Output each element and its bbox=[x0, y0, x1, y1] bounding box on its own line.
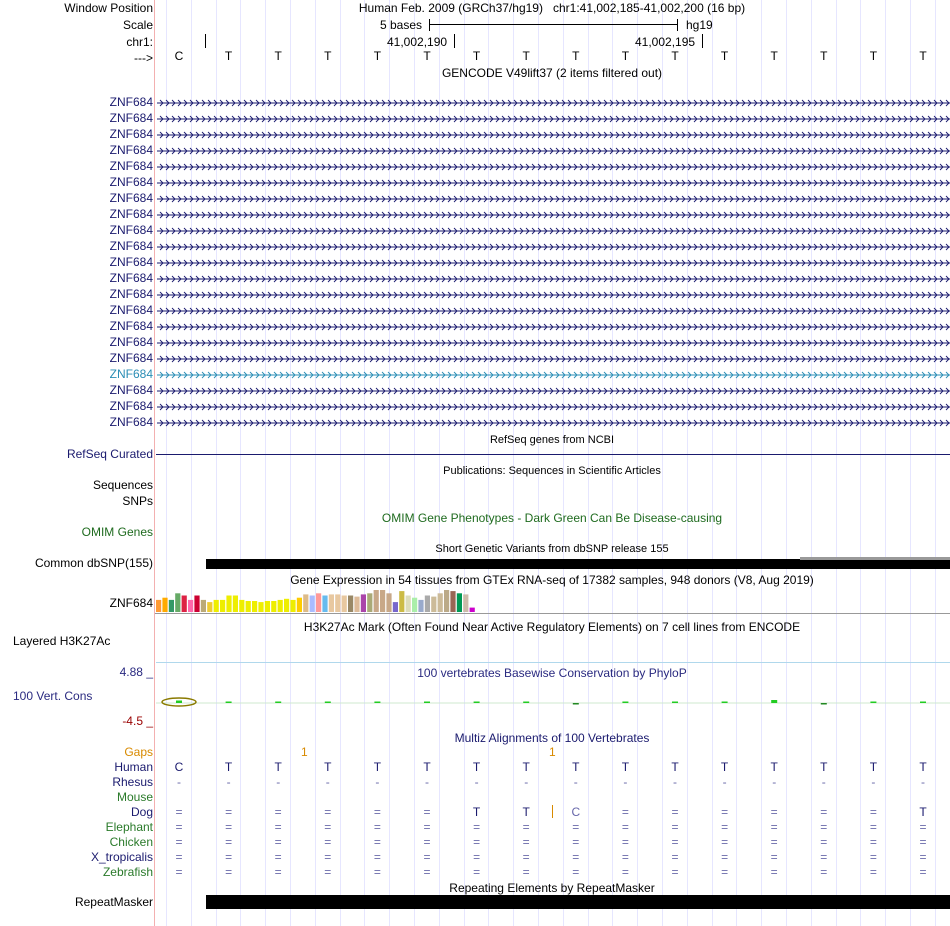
alignment-base: = bbox=[621, 835, 629, 849]
alignment-base: - bbox=[921, 775, 925, 789]
alignment-base: = bbox=[423, 865, 431, 879]
gtex-tissue-bar[interactable] bbox=[182, 596, 187, 613]
gtex-tissue-bar[interactable] bbox=[258, 602, 263, 612]
conservation-bar[interactable] bbox=[821, 703, 827, 705]
conservation-bar[interactable] bbox=[622, 702, 628, 704]
alignment-base: = bbox=[820, 865, 828, 879]
alignment-base: = bbox=[671, 865, 679, 879]
conservation-plot[interactable] bbox=[0, 690, 950, 714]
alignment-base: = bbox=[721, 850, 729, 864]
alignment-base: = bbox=[423, 835, 431, 849]
alignment-base: - bbox=[425, 775, 429, 789]
refseq-gene-line[interactable] bbox=[156, 454, 950, 455]
ruler-position-text bbox=[359, 1, 745, 15]
alignment-base: T bbox=[423, 760, 431, 774]
conservation-track-title: 100 vertebrates Basewise Conservation by PhyloP bbox=[417, 666, 687, 680]
gencode-transcript[interactable] bbox=[0, 335, 950, 351]
gencode-gene-label[interactable]: ZNF684 bbox=[109, 319, 153, 333]
gencode-transcript[interactable] bbox=[0, 175, 950, 191]
gtex-tissue-bar[interactable] bbox=[329, 594, 334, 612]
conservation-bar[interactable] bbox=[424, 702, 430, 704]
gencode-transcript[interactable] bbox=[0, 207, 950, 223]
conservation-bar[interactable] bbox=[226, 702, 232, 704]
alignment-base: = bbox=[820, 820, 828, 834]
gencode-gene-label[interactable]: ZNF684 bbox=[109, 415, 153, 429]
scale-label: Scale bbox=[122, 18, 153, 32]
assembly-name: Human Feb. 2009 (GRCh37/hg19) bbox=[358, 1, 543, 15]
conservation-bar[interactable] bbox=[722, 702, 728, 704]
conservation-bar[interactable] bbox=[176, 701, 182, 704]
gtex-tissue-bar[interactable] bbox=[156, 600, 161, 612]
gencode-transcript[interactable] bbox=[0, 255, 950, 271]
gtex-tissue-bar[interactable] bbox=[201, 600, 206, 612]
multiz-track-title: Multiz Alignments of 100 Vertebrates bbox=[454, 731, 650, 745]
dna-base: T bbox=[820, 49, 828, 63]
gtex-tissue-bar[interactable] bbox=[354, 597, 359, 612]
gencode-transcript[interactable] bbox=[0, 191, 950, 207]
gencode-transcript[interactable] bbox=[0, 351, 950, 367]
multiz-species-label[interactable]: Chicken bbox=[109, 835, 153, 849]
gtex-tissue-bar[interactable] bbox=[399, 591, 404, 612]
alignment-base: T bbox=[869, 760, 878, 774]
dbsnp-feature-bar[interactable] bbox=[206, 559, 950, 569]
repeatmasker-feature-bar[interactable] bbox=[206, 895, 950, 909]
alignment-base: = bbox=[324, 820, 332, 834]
scale-db: hg19 bbox=[686, 18, 713, 32]
publications-track-title: Publications: Sequences in Scientific Articles bbox=[443, 465, 661, 477]
alignment-base: = bbox=[423, 850, 431, 864]
multiz-species-label[interactable]: Mouse bbox=[116, 790, 153, 804]
scale-bar bbox=[429, 24, 678, 25]
alignment-base: = bbox=[621, 805, 629, 819]
position-range: chr1:41,002,185-41,002,200 (16 bp) bbox=[552, 1, 746, 15]
dna-base: T bbox=[522, 49, 530, 63]
alignment-base: = bbox=[869, 820, 877, 834]
publications-label-snps[interactable]: SNPs bbox=[122, 494, 153, 508]
gtex-tissue-bar[interactable] bbox=[335, 594, 340, 612]
scale-bases: 5 bases bbox=[380, 18, 423, 32]
alignment-base: = bbox=[274, 820, 282, 834]
scale-bar-right-tick bbox=[677, 19, 678, 31]
multiz-species-label[interactable]: Human bbox=[114, 760, 153, 774]
gtex-tissue-bar[interactable] bbox=[412, 598, 417, 612]
gencode-gene-label[interactable]: ZNF684 bbox=[109, 399, 153, 413]
alignment-base: = bbox=[175, 820, 183, 834]
gaps-label[interactable]: Gaps bbox=[124, 745, 153, 759]
alignment-base: = bbox=[919, 865, 927, 879]
conservation-bar[interactable] bbox=[325, 702, 331, 704]
alignment-base: C bbox=[571, 805, 581, 819]
alignment-base: = bbox=[225, 805, 233, 819]
gtex-tissue-bar[interactable] bbox=[220, 600, 225, 612]
alignment-base: T bbox=[522, 760, 530, 774]
gtex-track-title: Gene Expression in 54 tissues from GTEx RNA-seq of 17382 samples, 948 donors (V8, Aug 2019) bbox=[290, 573, 814, 587]
alignment-base: = bbox=[770, 805, 778, 819]
alignment-base: T bbox=[224, 760, 233, 774]
alignment-base: T bbox=[472, 760, 481, 774]
alignment-base: = bbox=[572, 850, 580, 864]
alignment-base: - bbox=[276, 775, 281, 789]
repeatmasker-track-label[interactable]: RepeatMasker bbox=[74, 895, 153, 909]
gtex-tissue-bar[interactable] bbox=[457, 593, 462, 612]
gtex-tissue-bar[interactable] bbox=[265, 601, 270, 612]
alignment-base: = bbox=[274, 865, 282, 879]
alignment-base: = bbox=[919, 820, 927, 834]
gtex-tissue-bar[interactable] bbox=[162, 598, 167, 612]
alignment-base: T bbox=[621, 760, 630, 774]
alignment-base: = bbox=[770, 850, 778, 864]
gencode-gene-label[interactable]: ZNF684 bbox=[109, 367, 153, 381]
gtex-tissue-bar[interactable] bbox=[393, 602, 398, 612]
gtex-tissue-bar[interactable] bbox=[246, 601, 251, 612]
gtex-tissue-bar[interactable] bbox=[169, 600, 174, 612]
alignment-base: - bbox=[375, 775, 380, 789]
alignment-base: = bbox=[869, 805, 877, 819]
gtex-tissue-bar[interactable] bbox=[342, 596, 347, 613]
gencode-transcript[interactable] bbox=[0, 415, 950, 431]
conservation-bar[interactable] bbox=[573, 703, 579, 705]
repeatmasker-track-title: Repeating Elements by RepeatMasker bbox=[449, 881, 655, 895]
alignment-base: = bbox=[274, 835, 282, 849]
gtex-tissue-bar[interactable] bbox=[450, 591, 455, 612]
alignment-base: = bbox=[522, 865, 530, 879]
alignment-base: - bbox=[871, 775, 876, 789]
dna-base: T bbox=[770, 49, 778, 63]
alignment-base: T bbox=[373, 760, 382, 774]
gtex-tissue-bar[interactable] bbox=[374, 590, 379, 612]
gencode-transcript[interactable] bbox=[0, 271, 950, 287]
alignment-base: = bbox=[373, 865, 381, 879]
gencode-gene-label[interactable]: ZNF684 bbox=[109, 351, 153, 365]
gtex-tissue-bar[interactable] bbox=[239, 600, 244, 612]
gtex-tissue-bar[interactable] bbox=[188, 600, 193, 612]
alignment-base: - bbox=[623, 775, 628, 789]
gencode-track-title: GENCODE V49lift37 (2 items filtered out) bbox=[441, 66, 663, 80]
conservation-bar[interactable] bbox=[771, 700, 777, 703]
alignment-base: T bbox=[522, 805, 530, 819]
alignment-base: = bbox=[820, 850, 828, 864]
gtex-tissue-bar[interactable] bbox=[348, 596, 353, 613]
multiz-species-label[interactable]: Dog bbox=[130, 805, 153, 819]
dbsnp-feature-gray[interactable] bbox=[800, 557, 950, 560]
alignment-base: = bbox=[919, 835, 927, 849]
alignment-base: = bbox=[175, 835, 183, 849]
gencode-gene-label[interactable]: ZNF684 bbox=[109, 223, 153, 237]
gencode-transcript[interactable] bbox=[0, 383, 950, 399]
conservation-bar[interactable] bbox=[672, 702, 678, 704]
gtex-tissue-bar[interactable] bbox=[290, 600, 295, 612]
alignment-base: T bbox=[671, 760, 679, 774]
alignment-base: = bbox=[225, 865, 233, 879]
dna-base: T bbox=[720, 49, 729, 63]
alignment-base: - bbox=[226, 775, 231, 789]
dna-base: T bbox=[224, 49, 233, 63]
alignment-base: = bbox=[225, 850, 233, 864]
gap-marker-1[interactable]: 1 bbox=[301, 745, 308, 759]
dna-base: T bbox=[274, 49, 282, 63]
gencode-gene-label[interactable]: ZNF684 bbox=[109, 287, 153, 301]
coord-41002195: 41,002,195 bbox=[635, 35, 696, 49]
conservation-track-label[interactable]: 100 Vert. Cons bbox=[13, 689, 93, 703]
conservation-min-label: -4.5 _ bbox=[122, 714, 153, 728]
gtex-tissue-bar[interactable] bbox=[361, 594, 366, 612]
alignment-base: = bbox=[721, 805, 729, 819]
alignment-base: T bbox=[720, 760, 729, 774]
gtex-tissue-bar[interactable] bbox=[207, 602, 212, 612]
alignment-base: = bbox=[324, 865, 332, 879]
alignment-base: = bbox=[522, 820, 530, 834]
alignment-base: T bbox=[324, 760, 332, 774]
alignment-base: - bbox=[821, 775, 826, 789]
alignment-base: = bbox=[373, 820, 381, 834]
h3k27ac-baseline bbox=[156, 662, 950, 663]
gencode-transcript[interactable] bbox=[0, 159, 950, 175]
alignment-base: = bbox=[820, 805, 828, 819]
dna-base: T bbox=[572, 49, 580, 63]
alignment-base: T bbox=[770, 760, 778, 774]
gtex-track-label[interactable]: ZNF684 bbox=[109, 596, 153, 610]
dna-base: T bbox=[869, 49, 878, 63]
gencode-transcript[interactable] bbox=[0, 111, 950, 127]
alignment-base: = bbox=[572, 835, 580, 849]
gtex-tissue-bar[interactable] bbox=[444, 590, 449, 612]
alignment-base: = bbox=[225, 820, 233, 834]
alignment-base: = bbox=[373, 805, 381, 819]
publications-label-sequences[interactable]: Sequences bbox=[92, 478, 153, 492]
alignment-base: = bbox=[175, 850, 183, 864]
gtex-tissue-bar[interactable] bbox=[175, 593, 180, 612]
alignment-base: = bbox=[175, 805, 183, 819]
conservation-bar[interactable] bbox=[474, 702, 480, 704]
gencode-gene-label[interactable]: ZNF684 bbox=[109, 143, 153, 157]
gencode-transcript[interactable] bbox=[0, 319, 950, 335]
alignment-base: T bbox=[472, 805, 481, 819]
chrom-tick-2 bbox=[454, 34, 455, 48]
alignment-base: = bbox=[225, 835, 233, 849]
conservation-max-label: 4.88 _ bbox=[119, 665, 153, 679]
alignment-base: - bbox=[474, 775, 479, 789]
gtex-tissue-bar[interactable] bbox=[194, 596, 199, 613]
alignment-base: = bbox=[473, 850, 481, 864]
gencode-transcript[interactable] bbox=[0, 95, 950, 111]
multiz-species-label[interactable]: Elephant bbox=[105, 820, 153, 834]
alignment-base: = bbox=[770, 865, 778, 879]
conservation-bar[interactable] bbox=[275, 702, 281, 704]
alignment-base: = bbox=[721, 865, 729, 879]
gencode-transcript[interactable] bbox=[0, 399, 950, 415]
dna-base: T bbox=[472, 49, 481, 63]
dna-base: T bbox=[324, 49, 332, 63]
gtex-tissue-bar[interactable] bbox=[431, 597, 436, 612]
alignment-base: C bbox=[174, 760, 184, 774]
chrom-tick-3 bbox=[702, 34, 703, 48]
gencode-transcript[interactable] bbox=[0, 143, 950, 159]
multiz-species-label[interactable]: X_tropicalis bbox=[90, 850, 153, 864]
alignment-base: = bbox=[373, 850, 381, 864]
alignment-base: = bbox=[671, 820, 679, 834]
gencode-gene-label[interactable]: ZNF684 bbox=[109, 303, 153, 317]
gencode-gene-label[interactable]: ZNF684 bbox=[109, 271, 153, 285]
omim-track-label[interactable]: OMIM Genes bbox=[81, 525, 153, 539]
gtex-tissue-bar[interactable] bbox=[322, 596, 327, 613]
gencode-transcript[interactable] bbox=[0, 367, 950, 383]
window-position-label: Window Position bbox=[64, 1, 153, 15]
gencode-gene-label[interactable]: ZNF684 bbox=[109, 335, 153, 349]
gtex-tissue-bar[interactable] bbox=[271, 601, 276, 612]
gtex-tissue-bar[interactable] bbox=[418, 600, 423, 612]
alignment-base: T bbox=[274, 760, 282, 774]
alignment-base: T bbox=[919, 760, 927, 774]
alignment-base: = bbox=[671, 850, 679, 864]
dna-sequence-row bbox=[0, 49, 950, 63]
alignment-base: = bbox=[522, 835, 530, 849]
gtex-tissue-bar[interactable] bbox=[303, 594, 308, 612]
alignment-base: T bbox=[572, 760, 580, 774]
gap-marker-2[interactable]: 1 bbox=[549, 745, 556, 759]
alignment-base: = bbox=[621, 850, 629, 864]
omim-track-title: OMIM Gene Phenotypes - Dark Green Can Be Disease-causing bbox=[381, 511, 723, 525]
gtex-tissue-bar[interactable] bbox=[252, 601, 257, 612]
alignment-base: = bbox=[621, 820, 629, 834]
conservation-bar[interactable] bbox=[523, 702, 529, 704]
strand-label: ---> bbox=[134, 51, 153, 65]
alignment-base: = bbox=[274, 850, 282, 864]
gtex-tissue-bar[interactable] bbox=[316, 593, 321, 612]
gtex-tissue-bar[interactable] bbox=[406, 596, 411, 613]
alignment-base: = bbox=[572, 820, 580, 834]
gtex-tissue-bar[interactable] bbox=[284, 599, 289, 612]
dna-base: T bbox=[373, 49, 382, 63]
alignment-base: = bbox=[324, 835, 332, 849]
gencode-gene-label[interactable]: ZNF684 bbox=[109, 95, 153, 109]
conservation-bar[interactable] bbox=[920, 702, 926, 704]
chrom-label: chr1: bbox=[126, 35, 153, 49]
conservation-bar[interactable] bbox=[374, 702, 380, 704]
gtex-tissue-bar[interactable] bbox=[380, 590, 385, 612]
alignment-base: - bbox=[722, 775, 727, 789]
gencode-gene-label[interactable]: ZNF684 bbox=[109, 383, 153, 397]
gencode-gene-label[interactable]: ZNF684 bbox=[109, 255, 153, 269]
chrom-tick-1 bbox=[205, 34, 206, 48]
gtex-tissue-bar[interactable] bbox=[297, 598, 302, 612]
conservation-bar[interactable] bbox=[870, 702, 876, 704]
alignment-base: = bbox=[621, 865, 629, 879]
dbsnp-track-title: Short Genetic Variants from dbSNP release 155 bbox=[435, 543, 669, 555]
dbsnp-track-label[interactable]: Common dbSNP(155) bbox=[34, 556, 153, 570]
alignment-base: = bbox=[175, 865, 183, 879]
gtex-baseline bbox=[155, 613, 950, 614]
gtex-tissue-bar[interactable] bbox=[425, 596, 430, 613]
dog-insertion-marker bbox=[552, 805, 553, 818]
alignment-base: = bbox=[770, 820, 778, 834]
alignment-base: = bbox=[869, 835, 877, 849]
gencode-transcript[interactable] bbox=[0, 127, 950, 143]
alignment-base: = bbox=[770, 835, 778, 849]
gencode-gene-label[interactable]: ZNF684 bbox=[109, 191, 153, 205]
alignment-base: = bbox=[721, 835, 729, 849]
alignment-base: T bbox=[919, 805, 927, 819]
alignment-base: = bbox=[721, 820, 729, 834]
refseq-track-title: RefSeq genes from NCBI bbox=[489, 434, 615, 446]
gtex-tissue-bar[interactable] bbox=[386, 593, 391, 612]
gtex-tissue-bar[interactable] bbox=[214, 600, 219, 612]
alignment-base: = bbox=[919, 850, 927, 864]
alignment-base: = bbox=[324, 850, 332, 864]
gtex-tissue-bar[interactable] bbox=[226, 596, 231, 613]
gtex-tissue-bar[interactable] bbox=[310, 596, 315, 613]
alignment-base: T bbox=[820, 760, 828, 774]
alignment-base: = bbox=[423, 820, 431, 834]
dna-base: T bbox=[919, 49, 927, 63]
alignment-base: - bbox=[772, 775, 777, 789]
alignment-base: - bbox=[524, 775, 529, 789]
alignment-base: = bbox=[820, 835, 828, 849]
gencode-gene-label[interactable]: ZNF684 bbox=[109, 175, 153, 189]
h3k27ac-track-label[interactable]: Layered H3K27Ac bbox=[13, 634, 111, 648]
alignment-base: = bbox=[373, 835, 381, 849]
alignment-base: = bbox=[324, 805, 332, 819]
alignment-base: = bbox=[473, 835, 481, 849]
alignment-base: = bbox=[423, 805, 431, 819]
alignment-base: = bbox=[869, 850, 877, 864]
alignment-base: = bbox=[522, 850, 530, 864]
gtex-tissue-bar[interactable] bbox=[463, 594, 468, 612]
alignment-base: = bbox=[671, 805, 679, 819]
gtex-tissue-bar[interactable] bbox=[233, 596, 238, 613]
refseq-track-label[interactable]: RefSeq Curated bbox=[66, 447, 153, 461]
h3k27ac-track-title: H3K27Ac Mark (Often Found Near Active Regulatory Elements) on 7 cell lines from ENCODE bbox=[303, 620, 801, 634]
gtex-tissue-bar[interactable] bbox=[278, 600, 283, 612]
alignment-base: = bbox=[473, 820, 481, 834]
gencode-gene-label[interactable]: ZNF684 bbox=[109, 207, 153, 221]
dna-base: T bbox=[621, 49, 630, 63]
gtex-tissue-bar[interactable] bbox=[438, 593, 443, 612]
dna-base: T bbox=[423, 49, 431, 63]
gencode-gene-label[interactable]: ZNF684 bbox=[109, 239, 153, 253]
gencode-transcript[interactable] bbox=[0, 223, 950, 239]
gtex-tissue-bar[interactable] bbox=[470, 608, 475, 612]
gencode-transcript[interactable] bbox=[0, 287, 950, 303]
alignment-base: = bbox=[869, 865, 877, 879]
dna-base: C bbox=[174, 49, 184, 63]
gencode-transcript[interactable] bbox=[0, 239, 950, 255]
alignment-base: - bbox=[573, 775, 578, 789]
gtex-tissue-bar[interactable] bbox=[367, 593, 372, 612]
gencode-gene-label[interactable]: ZNF684 bbox=[109, 127, 153, 141]
alignment-base: = bbox=[274, 805, 282, 819]
scale-bar-left-tick bbox=[429, 19, 430, 31]
dna-base: T bbox=[671, 49, 679, 63]
alignment-base: = bbox=[473, 865, 481, 879]
alignment-base: - bbox=[325, 775, 330, 789]
coord-41002190: 41,002,190 bbox=[387, 35, 448, 49]
multiz-species-label[interactable]: Rhesus bbox=[112, 775, 153, 789]
gencode-transcript[interactable] bbox=[0, 303, 950, 319]
alignment-base: = bbox=[572, 865, 580, 879]
multiz-species-label[interactable]: Zebrafish bbox=[102, 865, 153, 879]
gtex-bar-chart[interactable] bbox=[0, 586, 950, 614]
alignment-base: = bbox=[671, 835, 679, 849]
alignment-base: - bbox=[673, 775, 677, 789]
alignment-base: - bbox=[177, 775, 181, 789]
gencode-gene-label[interactable]: ZNF684 bbox=[109, 159, 153, 173]
gencode-gene-label[interactable]: ZNF684 bbox=[109, 111, 153, 125]
